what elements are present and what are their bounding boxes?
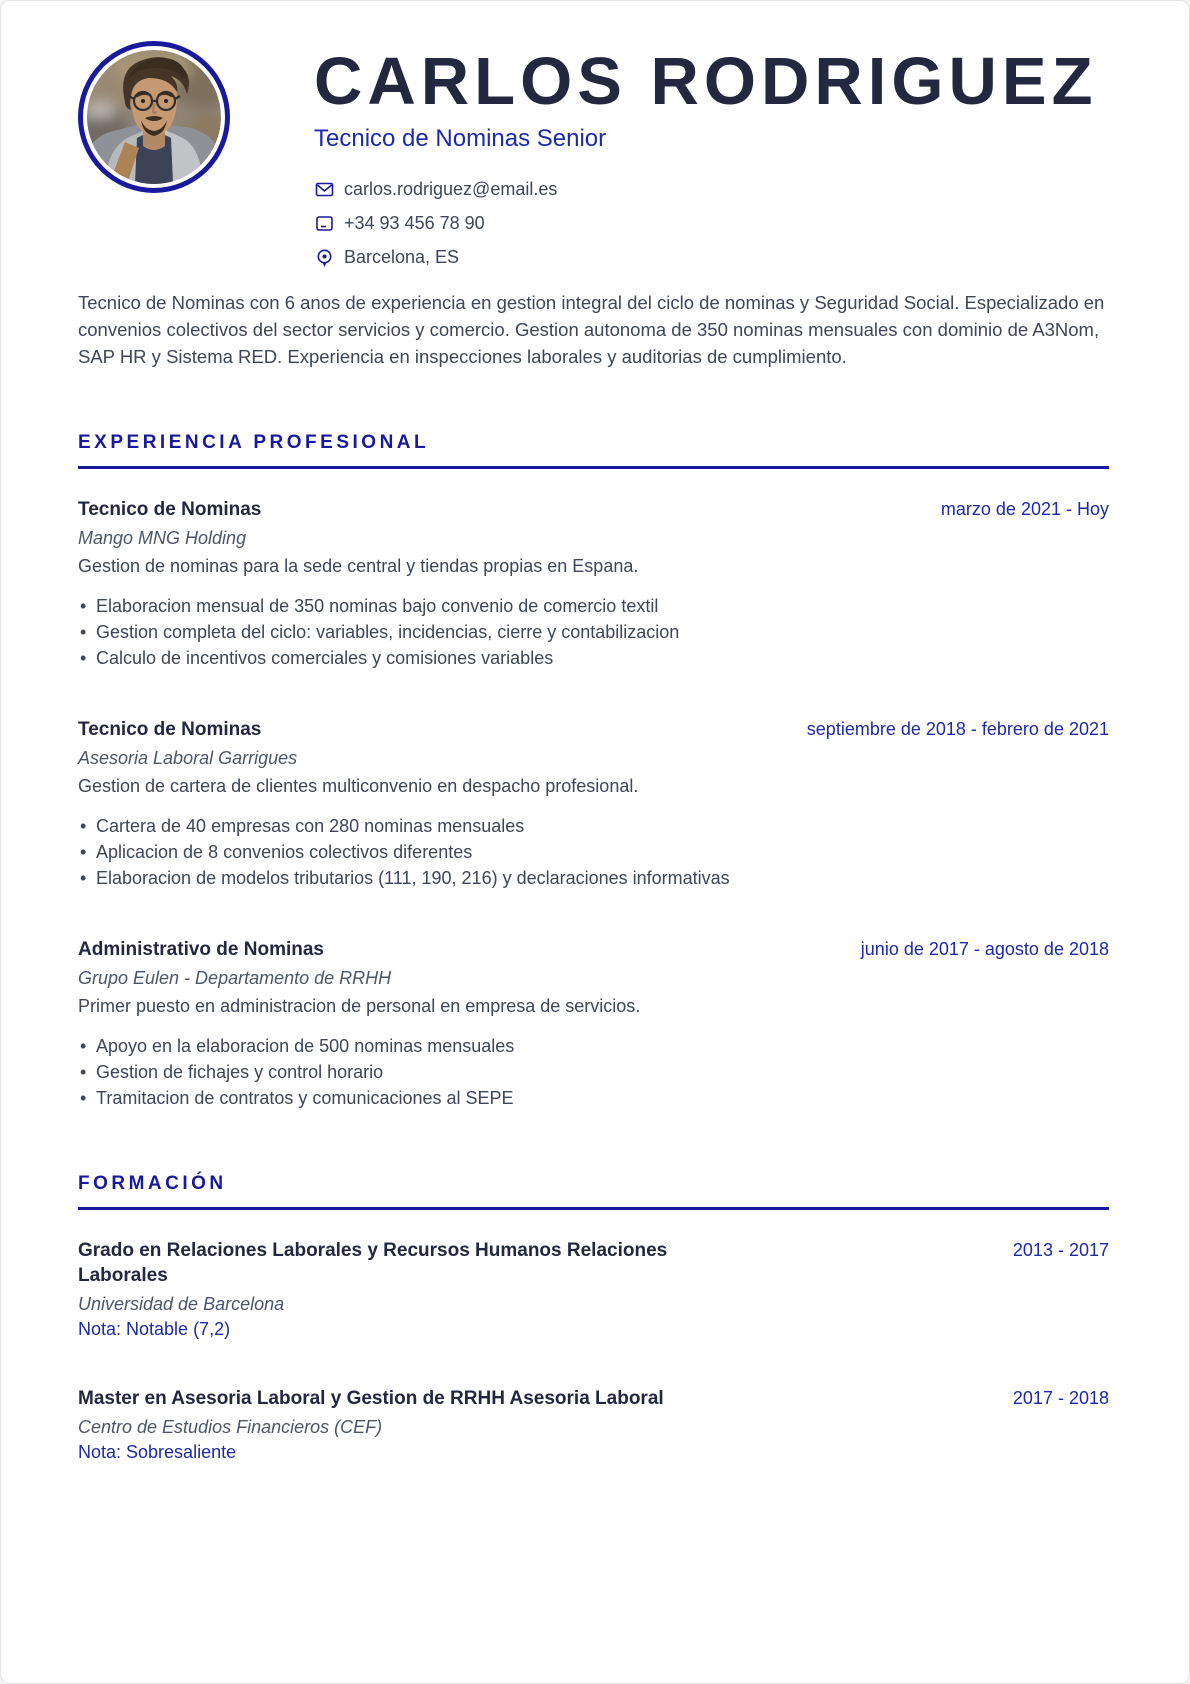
contact-phone-text: +34 93 456 78 90 [344,213,485,234]
degree-title: Master en Asesoria Laboral y Gestion de RRHH Asesoria Laboral [78,1388,664,1410]
job-description: Gestion de cartera de clientes multiconvenio en despacho profesional. [78,776,639,797]
education-entry [78,1238,1109,1340]
job-dates: septiembre de 2018 - febrero de 2021 [806,719,1109,740]
job-bullet: • Elaboracion de modelos tributarios (111, 190, 216) y declaraciones informativas [78,865,1109,891]
section-education [78,1173,1109,1463]
job-bullet: • Elaboracion mensual de 350 nominas bajo convenio de comercio textil [78,593,1109,619]
education-section-title: FORMACIÓN [78,1173,227,1195]
job-title: Administrativo de Nominas [78,939,324,961]
degree-institution: Centro de Estudios Financieros (CEF) [78,1417,383,1438]
job-bullet: • Gestion de fichajes y control horario [78,1059,1109,1085]
contact-email [314,179,1098,200]
header [78,41,1109,281]
contact-location [314,247,1098,268]
job-description: Primer puesto en administracion de personal en empresa de servicios. [78,996,641,1017]
job-title: Tecnico de Nominas [78,719,262,741]
job-description: Gestion de nominas para la sede central y tiendas propias en Espana. [78,556,639,577]
section-divider [78,466,1109,469]
contact-email-text: carlos.rodriguez@email.es [344,179,558,200]
job-bullet-list [78,593,1109,671]
degree-dates: 2017 - 2018 [1012,1388,1109,1409]
job-bullet-list [78,1033,1109,1111]
header-identity [314,41,1098,281]
job-bullet-list [78,813,1109,891]
job-company: Grupo Eulen - Departamento de RRHH [78,968,392,989]
person-job-title: Tecnico de Nominas Senior [314,125,607,153]
degree-grade: Nota: Sobresaliente [78,1442,237,1463]
section-divider [78,1207,1109,1210]
person-name: CARLOS RODRIGUEZ [314,44,1098,119]
job-bullet: • Apoyo en la elaboracion de 500 nominas mensuales [78,1033,1109,1059]
education-entry [78,1386,1109,1463]
degree-institution: Universidad de Barcelona [78,1294,285,1315]
avatar [78,41,230,193]
job-dates: marzo de 2021 - Hoy [940,499,1109,520]
email-icon [314,179,335,200]
contact-phone [314,213,1098,234]
experience-entry [78,497,1109,671]
degree-dates: 2013 - 2017 [1012,1240,1109,1261]
job-bullet: • Gestion completa del ciclo: variables, incidencias, cierre y contabilizacion [78,619,1109,645]
contact-list [314,179,1098,268]
job-company: Mango MNG Holding [78,528,247,549]
contact-location-text: Barcelona, ES [344,247,460,268]
job-dates: junio de 2017 - agosto de 2018 [860,939,1109,960]
job-bullet: • Tramitacion de contratos y comunicaciones al SEPE [78,1085,1109,1111]
degree-title: Grado en Relaciones Laborales y Recursos Humanos Relaciones Laborales [78,1240,668,1287]
location-icon [314,247,335,268]
job-bullet: • Aplicacion de 8 convenios colectivos diferentes [78,839,1109,865]
experience-section-title: EXPERIENCIA PROFESIONAL [78,432,430,454]
job-bullet: • Cartera de 40 empresas con 280 nominas mensuales [78,813,1109,839]
experience-entry [78,937,1109,1111]
experience-entry [78,717,1109,891]
avatar-photo-illustration [87,50,221,184]
job-bullet: • Calculo de incentivos comerciales y comisiones variables [78,645,1109,671]
job-title: Tecnico de Nominas [78,499,262,521]
job-company: Asesoria Laboral Garrigues [78,748,298,769]
summary-paragraph: Tecnico de Nominas con 6 anos de experiencia en gestion integral del ciclo de nominas y Seguridad Social. Especializado en convenios colectivos del sector servicios y comercio. Gestion autonoma de 350 nominas mensuales con dominio de A3Nom, SAP HR y Sistema RED. Experiencia en inspecciones laborales y auditorias de cumplimiento. [78,292,1105,368]
degree-grade: Nota: Notable (7,2) [78,1319,231,1340]
phone-icon [314,213,335,234]
section-experience [78,432,1109,1111]
